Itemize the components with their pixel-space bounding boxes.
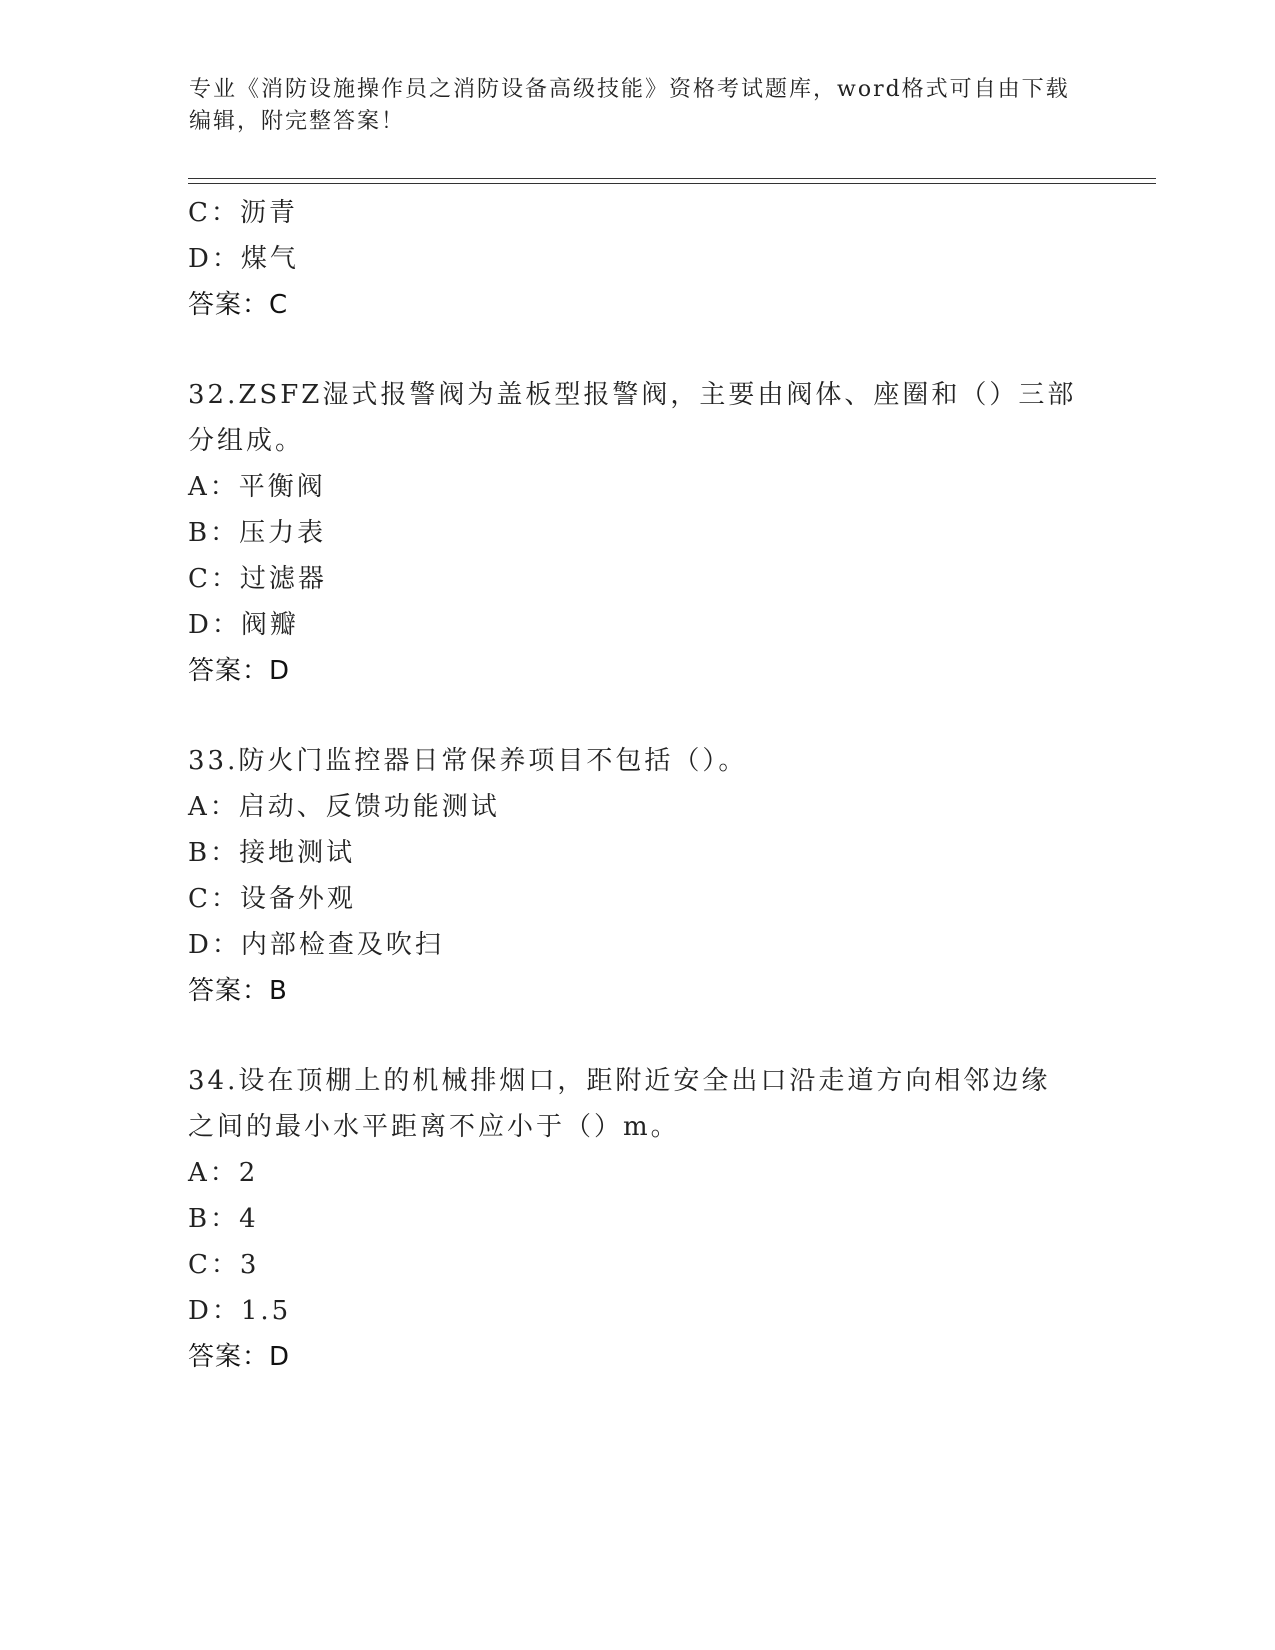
option-letter: D： (188, 244, 241, 274)
question-block-31 (188, 190, 1088, 328)
option-letter: B： (188, 1204, 240, 1234)
option-text: 3 (239, 1250, 260, 1280)
header-divider-bottom (188, 183, 1156, 184)
option-d (188, 236, 1088, 282)
option-text: 2 (238, 1158, 259, 1188)
option-text: 压力表 (239, 518, 327, 548)
option-text: 内部检查及吹扫 (240, 930, 444, 960)
question-block-33 (188, 738, 1088, 1014)
option-text: 煤气 (240, 244, 299, 274)
option-letter: D： (188, 1296, 241, 1326)
option-text: 1.5 (240, 1296, 292, 1326)
option-letter: C： (188, 564, 240, 594)
option-text: 平衡阀 (238, 472, 326, 502)
question-list (188, 190, 1088, 1380)
option-c (188, 876, 1088, 922)
option-d (188, 1288, 1088, 1334)
option-letter: B： (188, 838, 240, 868)
option-text: 启动、反馈功能测试 (238, 792, 500, 822)
option-text: 沥青 (239, 198, 298, 228)
question-text: 32.ZSFZ湿式报警阀为盖板型报警阀，主要由阀体、座圈和（）三部分组成。 (188, 380, 1077, 456)
option-letter: D： (188, 930, 241, 960)
option-b (188, 510, 1088, 556)
option-c (188, 190, 1088, 236)
option-text: 过滤器 (239, 564, 327, 594)
question-text: 34.设在顶棚上的机械排烟口，距附近安全出口沿走道方向相邻边缘之间的最小水平距离不应小于（）m。 (188, 1066, 1051, 1142)
answer-line: 答案：D (188, 1342, 291, 1372)
option-letter: A： (188, 792, 239, 822)
option-b (188, 1196, 1088, 1242)
option-text: 设备外观 (239, 884, 356, 914)
answer-line: 答案：B (188, 976, 288, 1006)
option-letter: A： (188, 1158, 239, 1188)
option-letter: C： (188, 1250, 240, 1280)
option-text: 阀瓣 (240, 610, 299, 640)
answer-line: 答案：C (188, 290, 289, 320)
page-header: 专业《消防设施操作员之消防设备高级技能》资格考试题库，word格式可自由下载编辑，附完整答案！ (189, 77, 1070, 134)
option-a (188, 784, 1088, 830)
spacer (188, 328, 1088, 372)
option-letter: A： (188, 472, 239, 502)
option-letter: B： (188, 518, 240, 548)
answer-line: 答案：D (188, 656, 291, 686)
option-text: 4 (239, 1204, 259, 1234)
option-a (188, 1150, 1088, 1196)
spacer (188, 694, 1088, 738)
option-a (188, 464, 1088, 510)
spacer (188, 1014, 1088, 1058)
option-letter: D： (188, 610, 241, 640)
header-divider-top (188, 178, 1156, 179)
option-c (188, 556, 1088, 602)
option-letter: C： (188, 198, 240, 228)
option-d (188, 602, 1088, 648)
option-c (188, 1242, 1088, 1288)
question-block-34 (188, 1058, 1088, 1380)
option-d (188, 922, 1088, 968)
option-b (188, 830, 1088, 876)
option-letter: C： (188, 884, 240, 914)
question-text: 33.防火门监控器日常保养项目不包括（）。 (188, 746, 748, 776)
question-block-32 (188, 372, 1088, 694)
option-text: 接地测试 (239, 838, 356, 868)
